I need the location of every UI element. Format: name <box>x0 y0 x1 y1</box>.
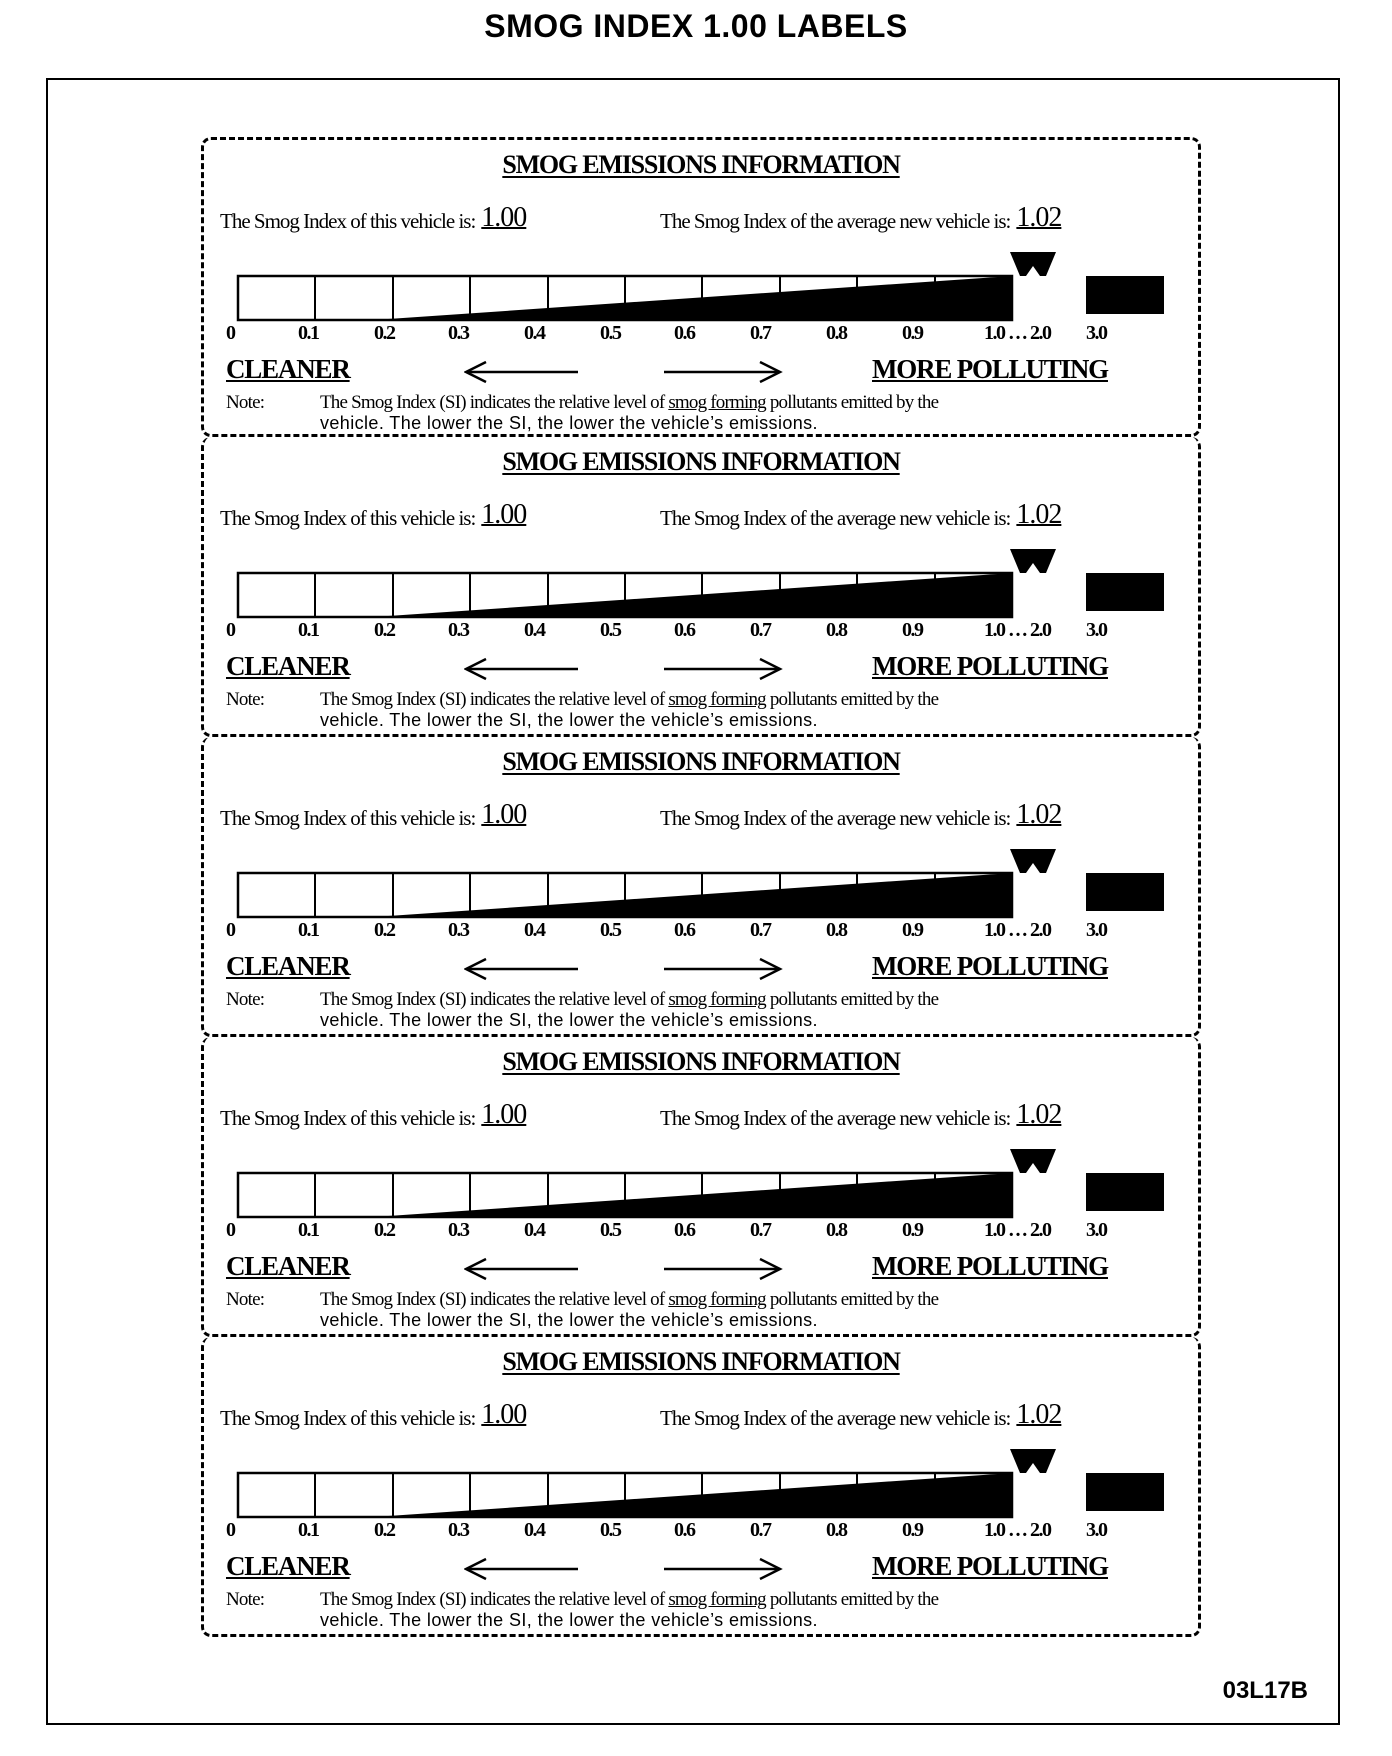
tick-label: 0.6 <box>674 322 695 344</box>
vehicle-si-value: 1.00 <box>481 202 527 233</box>
indicator-marker-icon <box>1010 549 1056 573</box>
label-title: SMOG EMISSIONS INFORMATION <box>502 150 900 179</box>
more-polluting-label: MORE POLLUTING <box>872 1251 1108 1281</box>
tick-label: 0.9 <box>902 619 923 641</box>
left-arrow-icon <box>466 362 578 382</box>
cleaner-label: CLEANER <box>226 1551 350 1581</box>
average-si-line: The Smog Index of the average new vehicle is: 1.02 <box>660 499 1062 530</box>
label-title: SMOG EMISSIONS INFORMATION <box>502 1047 900 1076</box>
scale-high-block <box>1086 276 1164 314</box>
average-si-value: 1.02 <box>1016 499 1062 530</box>
note-label: Note: <box>226 1589 265 1610</box>
average-si-value: 1.02 <box>1016 1399 1062 1430</box>
scale-ticks <box>204 322 1204 346</box>
more-polluting-label: MORE POLLUTING <box>872 354 1108 384</box>
scale-high-block <box>1086 573 1164 611</box>
tick-label: 0.1 <box>298 1519 319 1541</box>
document-code: 03L17B <box>1222 1677 1308 1704</box>
tick-label: 0.4 <box>524 619 545 641</box>
average-si-value: 1.02 <box>1016 799 1062 830</box>
note-text: The Smog Index (SI) indicates the relative level of smog forming pollutants emitted by the vehicle. The lower the SI, the lower the vehicle’s emissions. <box>320 689 939 730</box>
note-text: The Smog Index (SI) indicates the relative level of smog forming pollutants emitted by the vehicle. The lower the SI, the lower the vehicle’s emissions. <box>320 1289 939 1330</box>
tick-label: 0.7 <box>750 619 771 641</box>
tick-label: 0.1 <box>298 619 319 641</box>
tick-label: 0.1 <box>298 1219 319 1241</box>
tick-label: 0.5 <box>600 919 621 941</box>
indicator-marker-icon <box>1010 1449 1056 1473</box>
tick-label: 0 <box>226 322 235 344</box>
tick-label: 3.0 <box>1086 919 1107 941</box>
label-title: SMOG EMISSIONS INFORMATION <box>502 447 900 476</box>
tick-label: 3.0 <box>1086 322 1107 344</box>
scale-ticks <box>204 1219 1204 1243</box>
direction-arrows <box>464 1555 824 1585</box>
tick-label: 0.6 <box>674 1519 695 1541</box>
average-si-line: The Smog Index of the average new vehicle is: 1.02 <box>660 202 1062 233</box>
tick-label: 0.2 <box>374 1219 395 1241</box>
left-arrow-icon <box>466 959 578 979</box>
direction-arrows <box>464 955 824 985</box>
tick-label: 0.9 <box>902 1519 923 1541</box>
tick-label: 0.3 <box>448 1519 469 1541</box>
smog-label <box>201 1037 1201 1337</box>
tick-label: 0.1 <box>298 919 319 941</box>
scale-ticks <box>204 619 1204 643</box>
cleaner-label: CLEANER <box>226 354 350 384</box>
labels-stack <box>201 137 1247 1637</box>
cleaner-label: CLEANER <box>226 651 350 681</box>
note-text: The Smog Index (SI) indicates the relative level of smog forming pollutants emitted by the vehicle. The lower the SI, the lower the vehicle’s emissions. <box>320 1589 939 1630</box>
tick-label: 0.3 <box>448 1219 469 1241</box>
average-si-line: The Smog Index of the average new vehicle is: 1.02 <box>660 1399 1062 1430</box>
right-arrow-icon <box>664 959 780 979</box>
tick-label: 0.7 <box>750 1219 771 1241</box>
note-label: Note: <box>226 392 265 413</box>
tick-label: 0.5 <box>600 1219 621 1241</box>
vehicle-si-value: 1.00 <box>481 1099 527 1130</box>
indicator-marker-icon <box>1010 1149 1056 1173</box>
tick-label: 0 <box>226 1219 235 1241</box>
tick-label: 1.0 … 2.0 <box>984 619 1051 641</box>
left-arrow-icon <box>466 1559 578 1579</box>
tick-label: 0.8 <box>826 1519 847 1541</box>
tick-label: 0.5 <box>600 322 621 344</box>
label-frame <box>46 78 1340 1725</box>
tick-label: 0.2 <box>374 322 395 344</box>
vehicle-si-line: The Smog Index of this vehicle is: 1.00 <box>220 1399 527 1430</box>
tick-label: 0 <box>226 1519 235 1541</box>
tick-label: 0.2 <box>374 1519 395 1541</box>
tick-label: 0.9 <box>902 322 923 344</box>
tick-label: 0.8 <box>826 619 847 641</box>
scale-ticks <box>204 1519 1204 1543</box>
tick-label: 0.3 <box>448 322 469 344</box>
tick-label: 0 <box>226 919 235 941</box>
tick-label: 0.3 <box>448 619 469 641</box>
note-label: Note: <box>226 989 265 1010</box>
tick-label: 0.6 <box>674 1219 695 1241</box>
tick-label: 0.8 <box>826 322 847 344</box>
indicator-marker-icon <box>1010 252 1056 276</box>
vehicle-si-value: 1.00 <box>481 799 527 830</box>
tick-label: 0.4 <box>524 322 545 344</box>
tick-label: 0.5 <box>600 1519 621 1541</box>
scale-ticks <box>204 919 1204 943</box>
vehicle-si-line: The Smog Index of this vehicle is: 1.00 <box>220 202 527 233</box>
right-arrow-icon <box>664 1259 780 1279</box>
tick-label: 3.0 <box>1086 619 1107 641</box>
tick-label: 0.4 <box>524 1219 545 1241</box>
tick-label: 1.0 … 2.0 <box>984 919 1051 941</box>
direction-arrows <box>464 1255 824 1285</box>
smog-label <box>201 137 1201 437</box>
tick-label: 0.7 <box>750 322 771 344</box>
left-arrow-icon <box>466 1259 578 1279</box>
right-arrow-icon <box>664 659 780 679</box>
smog-label <box>201 1337 1201 1637</box>
scale-high-block <box>1086 1473 1164 1511</box>
average-si-value: 1.02 <box>1016 202 1062 233</box>
page-title: SMOG INDEX 1.00 LABELS <box>484 8 908 44</box>
right-arrow-icon <box>664 1559 780 1579</box>
average-si-value: 1.02 <box>1016 1099 1062 1130</box>
tick-label: 0.7 <box>750 919 771 941</box>
tick-label: 1.0 … 2.0 <box>984 1519 1051 1541</box>
direction-arrows <box>464 358 824 388</box>
note-text: The Smog Index (SI) indicates the relative level of smog forming pollutants emitted by the vehicle. The lower the SI, the lower the vehicle’s emissions. <box>320 989 939 1030</box>
tick-label: 0.5 <box>600 619 621 641</box>
vehicle-si-line: The Smog Index of this vehicle is: 1.00 <box>220 1099 527 1130</box>
tick-label: 0.2 <box>374 619 395 641</box>
average-si-line: The Smog Index of the average new vehicle is: 1.02 <box>660 799 1062 830</box>
label-title: SMOG EMISSIONS INFORMATION <box>502 1347 900 1376</box>
tick-label: 0.2 <box>374 919 395 941</box>
indicator-marker-icon <box>1010 849 1056 873</box>
tick-label: 0 <box>226 619 235 641</box>
note-label: Note: <box>226 1289 265 1310</box>
scale-high-block <box>1086 873 1164 911</box>
vehicle-si-value: 1.00 <box>481 499 527 530</box>
vehicle-si-value: 1.00 <box>481 1399 527 1430</box>
tick-label: 3.0 <box>1086 1219 1107 1241</box>
tick-label: 0.6 <box>674 919 695 941</box>
more-polluting-label: MORE POLLUTING <box>872 651 1108 681</box>
cleaner-label: CLEANER <box>226 1251 350 1281</box>
more-polluting-label: MORE POLLUTING <box>872 1551 1108 1581</box>
tick-label: 0.6 <box>674 619 695 641</box>
tick-label: 0.9 <box>902 1219 923 1241</box>
label-title: SMOG EMISSIONS INFORMATION <box>502 747 900 776</box>
note-label: Note: <box>226 689 265 710</box>
cleaner-label: CLEANER <box>226 951 350 981</box>
tick-label: 1.0 … 2.0 <box>984 1219 1051 1241</box>
tick-label: 0.1 <box>298 322 319 344</box>
tick-label: 0.3 <box>448 919 469 941</box>
tick-label: 0.9 <box>902 919 923 941</box>
more-polluting-label: MORE POLLUTING <box>872 951 1108 981</box>
vehicle-si-line: The Smog Index of this vehicle is: 1.00 <box>220 799 527 830</box>
direction-arrows <box>464 655 824 685</box>
smog-label <box>201 737 1201 1037</box>
tick-label: 1.0 … 2.0 <box>984 322 1051 344</box>
average-si-line: The Smog Index of the average new vehicle is: 1.02 <box>660 1099 1062 1130</box>
tick-label: 0.8 <box>826 919 847 941</box>
tick-label: 0.4 <box>524 919 545 941</box>
left-arrow-icon <box>466 659 578 679</box>
right-arrow-icon <box>664 362 780 382</box>
tick-label: 3.0 <box>1086 1519 1107 1541</box>
vehicle-si-line: The Smog Index of this vehicle is: 1.00 <box>220 499 527 530</box>
tick-label: 0.4 <box>524 1519 545 1541</box>
tick-label: 0.7 <box>750 1519 771 1541</box>
note-text: The Smog Index (SI) indicates the relative level of smog forming pollutants emitted by the vehicle. The lower the SI, the lower the vehicle’s emissions. <box>320 392 939 433</box>
smog-label <box>201 437 1201 737</box>
tick-label: 0.8 <box>826 1219 847 1241</box>
scale-high-block <box>1086 1173 1164 1211</box>
